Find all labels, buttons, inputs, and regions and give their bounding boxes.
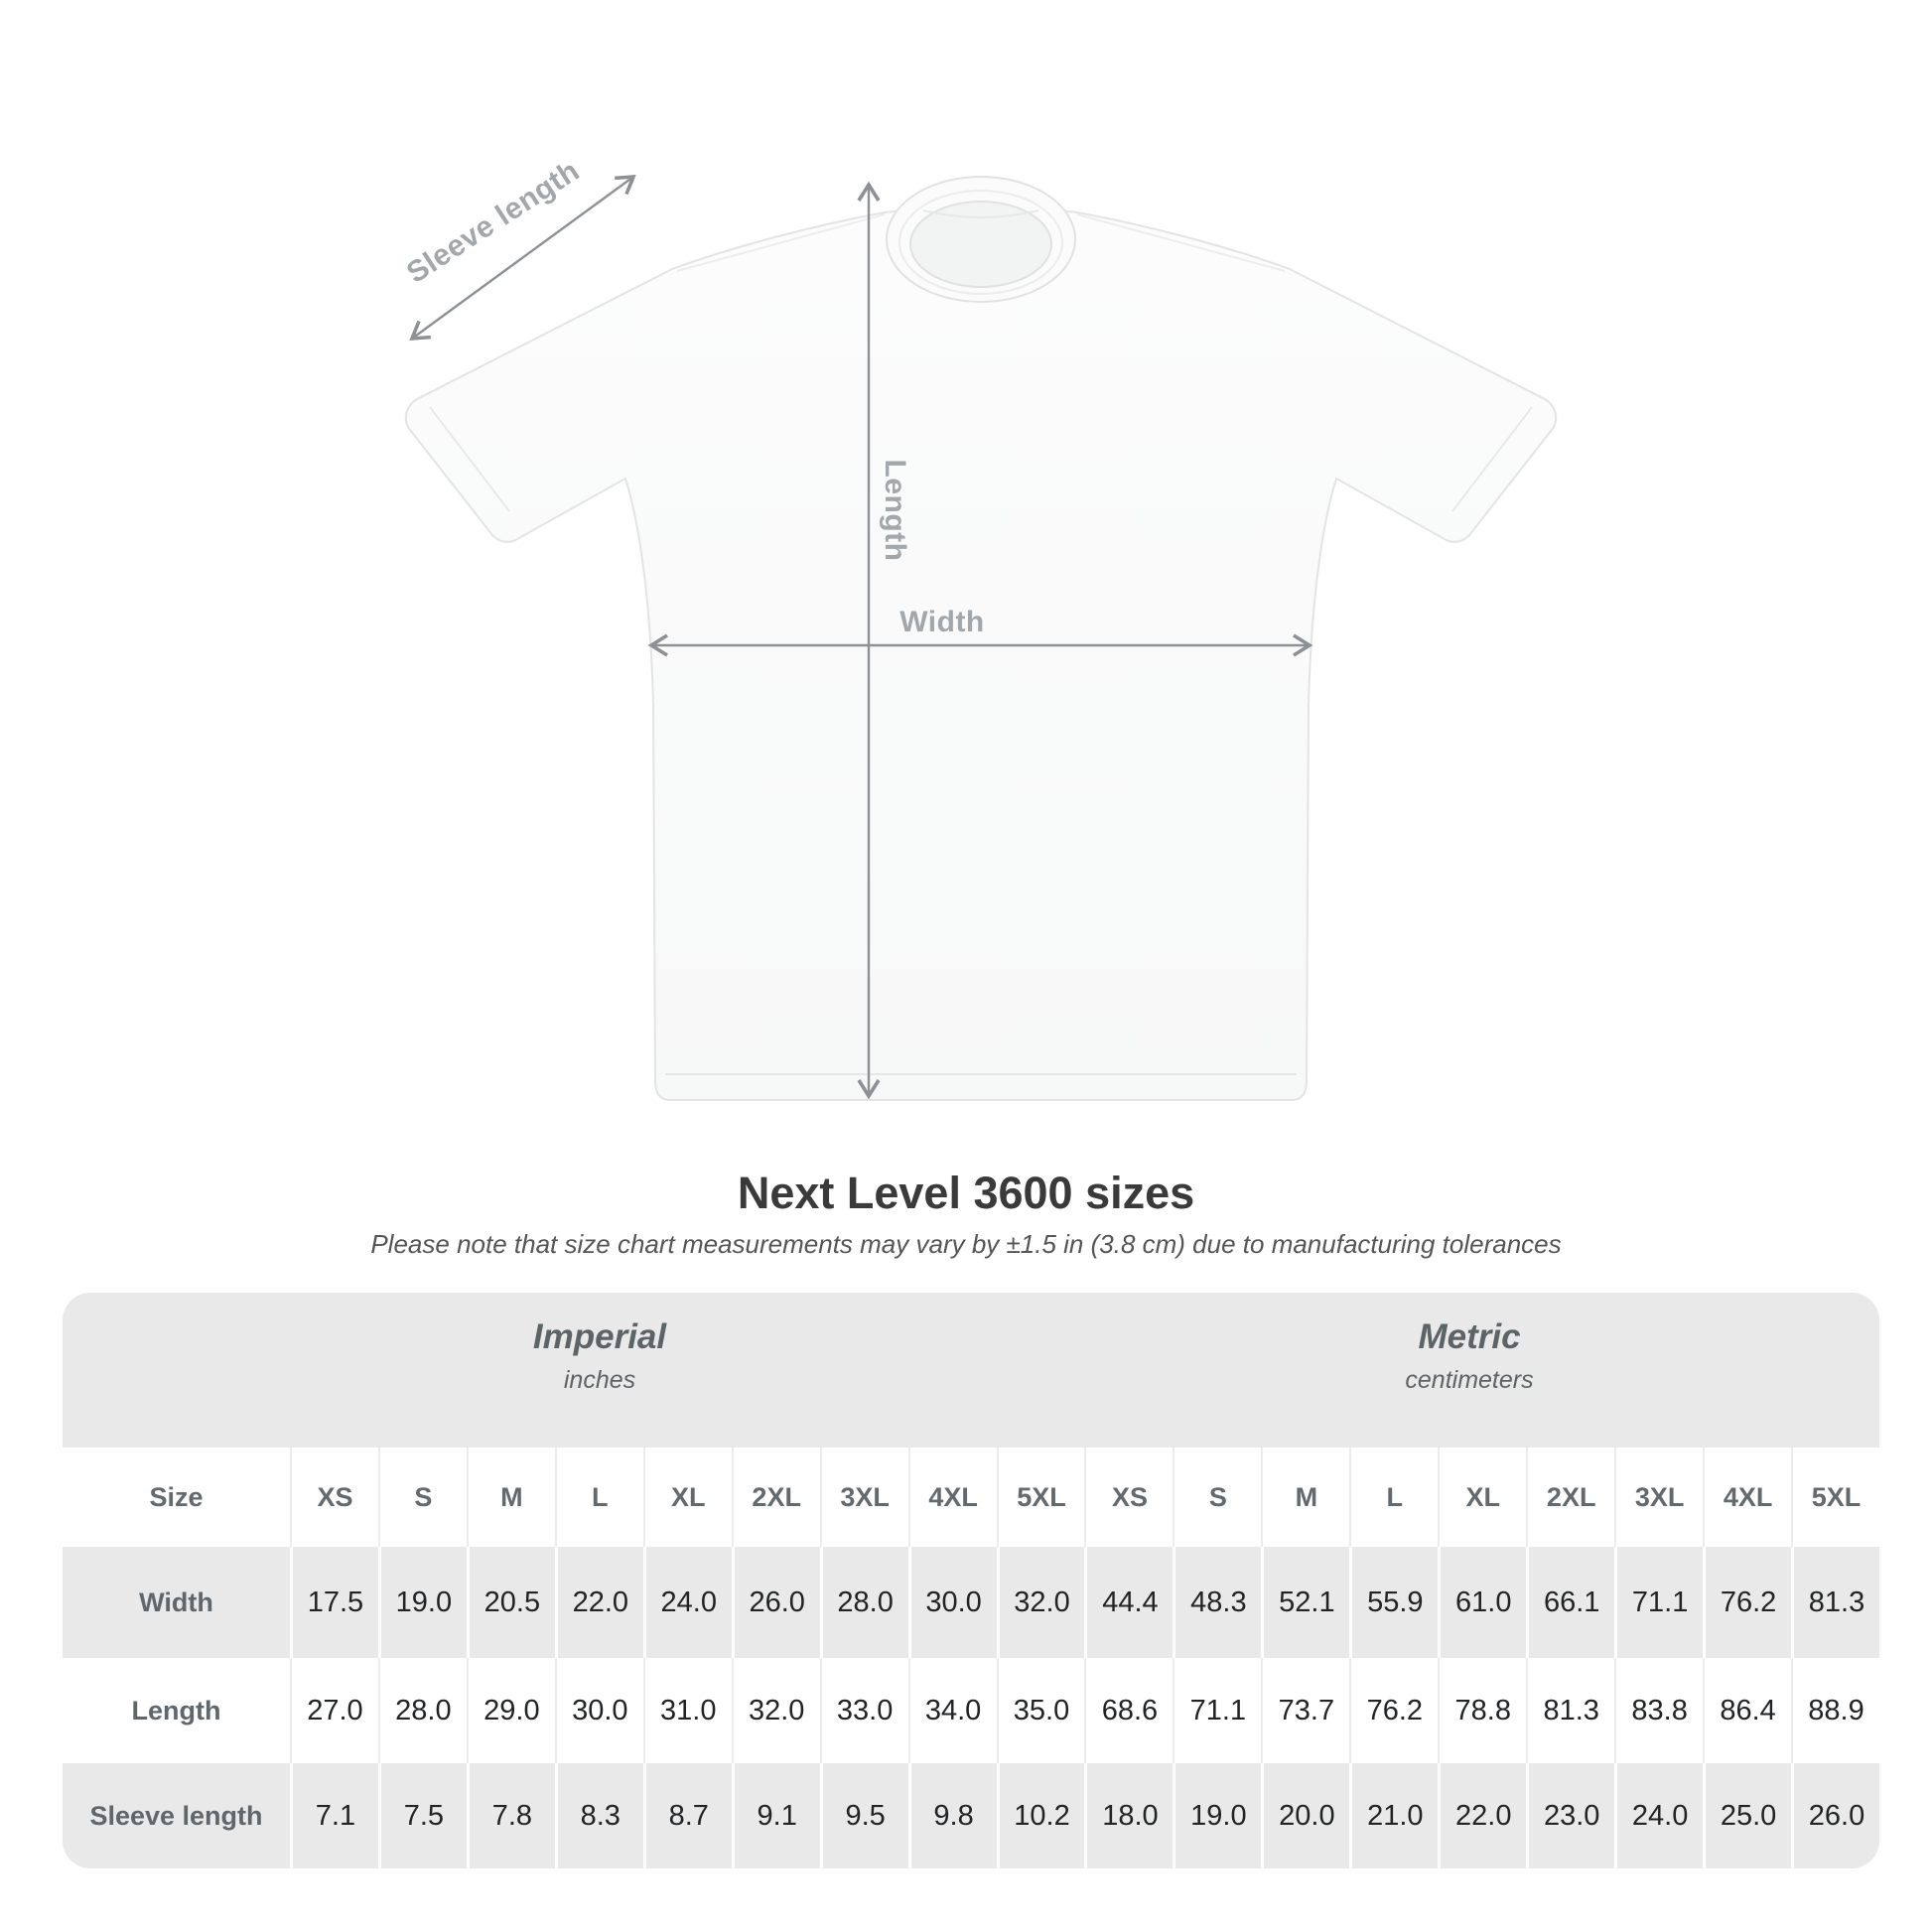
row-label: Width (139, 1587, 213, 1617)
size-column-header: 4XL (908, 1448, 997, 1547)
value-cell: 71.1 (1173, 1658, 1261, 1763)
table-row-sleeve-length (63, 1763, 1879, 1868)
size-corner-label: Size (149, 1481, 204, 1512)
value-cell: 22.0 (555, 1547, 643, 1658)
value-cell: 7.5 (378, 1763, 467, 1868)
metric-group-header (1405, 1316, 1533, 1396)
page-title: Next Level 3600 sizes (737, 1168, 1195, 1218)
value-cell: 52.1 (1261, 1547, 1349, 1658)
value-cell: 33.0 (820, 1658, 908, 1763)
size-column-header: 2XL (732, 1448, 820, 1547)
value-cell: 8.7 (643, 1763, 732, 1868)
size-column-header: S (1173, 1448, 1261, 1547)
row-label: Sleeve length (89, 1800, 263, 1831)
value-cell: 20.5 (467, 1547, 555, 1658)
table-rows (63, 1547, 1879, 1868)
size-column-header: XS (290, 1448, 378, 1547)
size-column-header: 5XL (997, 1448, 1085, 1547)
value-cell: 32.0 (732, 1658, 820, 1763)
value-cell: 61.0 (1438, 1547, 1526, 1658)
value-cell: 30.0 (555, 1658, 643, 1763)
value-cell: 81.3 (1526, 1658, 1614, 1763)
value-cell: 81.3 (1791, 1547, 1879, 1658)
value-cell: 34.0 (908, 1658, 997, 1763)
value-cell: 18.0 (1084, 1763, 1173, 1868)
value-cell: 9.1 (732, 1763, 820, 1868)
value-cell: 73.7 (1261, 1658, 1349, 1763)
collar-opening (910, 202, 1051, 287)
size-column-header: XL (643, 1448, 732, 1547)
value-cell: 76.2 (1703, 1547, 1791, 1658)
size-column-header: M (1261, 1448, 1349, 1547)
value-cell: 31.0 (643, 1658, 732, 1763)
value-cell: 7.8 (467, 1763, 555, 1868)
value-cell: 9.5 (820, 1763, 908, 1868)
table-row-width (63, 1547, 1879, 1658)
value-cell: 44.4 (1084, 1547, 1173, 1658)
size-column-header: XL (1438, 1448, 1526, 1547)
value-cell: 9.8 (908, 1763, 997, 1868)
size-column-header: 2XL (1526, 1448, 1614, 1547)
value-cell: 68.6 (1084, 1658, 1173, 1763)
value-cell: 71.1 (1614, 1547, 1703, 1658)
size-column-header: 5XL (1791, 1448, 1879, 1547)
value-cell: 29.0 (467, 1658, 555, 1763)
value-cell: 22.0 (1438, 1763, 1526, 1868)
value-cell: 24.0 (643, 1547, 732, 1658)
value-cell: 20.0 (1261, 1763, 1349, 1868)
value-cell: 19.0 (1173, 1763, 1261, 1868)
value-cell: 26.0 (1791, 1763, 1879, 1868)
length-label: Length (879, 459, 911, 562)
value-cell: 78.8 (1438, 1658, 1526, 1763)
value-cell: 83.8 (1614, 1658, 1703, 1763)
value-cell: 32.0 (997, 1547, 1085, 1658)
imperial-group-header (533, 1316, 666, 1396)
size-column-header: 3XL (820, 1448, 908, 1547)
value-cell: 10.2 (997, 1763, 1085, 1868)
tshirt-body (406, 207, 1556, 1100)
value-cell: 17.5 (290, 1547, 378, 1658)
row-label: Length (131, 1695, 221, 1725)
value-cell: 48.3 (1173, 1547, 1261, 1658)
value-cell: 35.0 (997, 1658, 1085, 1763)
value-cell: 66.1 (1526, 1547, 1614, 1658)
size-column-header: L (555, 1448, 643, 1547)
metric-unit: centimeters (1405, 1366, 1534, 1394)
value-cell: 24.0 (1614, 1763, 1703, 1868)
size-chart-table (63, 1293, 1879, 1868)
value-cell: 8.3 (555, 1763, 643, 1868)
size-column-header: XS (1084, 1448, 1173, 1547)
width-label: Width (899, 606, 985, 638)
value-cell: 7.1 (290, 1763, 378, 1868)
value-cell: 26.0 (732, 1547, 820, 1658)
size-column-header: 4XL (1703, 1448, 1791, 1547)
value-cell: 28.0 (378, 1658, 467, 1763)
size-column-header: M (467, 1448, 555, 1547)
value-cell: 21.0 (1349, 1763, 1438, 1868)
sleeve-length-label: Sleeve length (400, 154, 586, 290)
value-cell: 88.9 (1791, 1658, 1879, 1763)
unit-header-band (63, 1293, 1879, 1448)
value-cell: 27.0 (290, 1658, 378, 1763)
size-column-header: 3XL (1614, 1448, 1703, 1547)
tolerance-note: Please note that size chart measurements may vary by ±1.5 in (3.8 cm) due to manufacturing tolerances (370, 1229, 1562, 1259)
value-cell: 28.0 (820, 1547, 908, 1658)
value-cell: 19.0 (378, 1547, 467, 1658)
table-row-length (63, 1658, 1879, 1763)
value-cell: 76.2 (1349, 1658, 1438, 1763)
size-header-row (63, 1448, 1879, 1547)
size-column-header: S (378, 1448, 467, 1547)
imperial-title: Imperial (532, 1317, 667, 1356)
value-cell: 30.0 (908, 1547, 997, 1658)
value-cell: 86.4 (1703, 1658, 1791, 1763)
metric-title: Metric (1418, 1317, 1521, 1356)
value-cell: 25.0 (1703, 1763, 1791, 1868)
size-column-header: L (1349, 1448, 1438, 1547)
value-cell: 23.0 (1526, 1763, 1614, 1868)
imperial-unit: inches (563, 1366, 636, 1394)
value-cell: 55.9 (1349, 1547, 1438, 1658)
